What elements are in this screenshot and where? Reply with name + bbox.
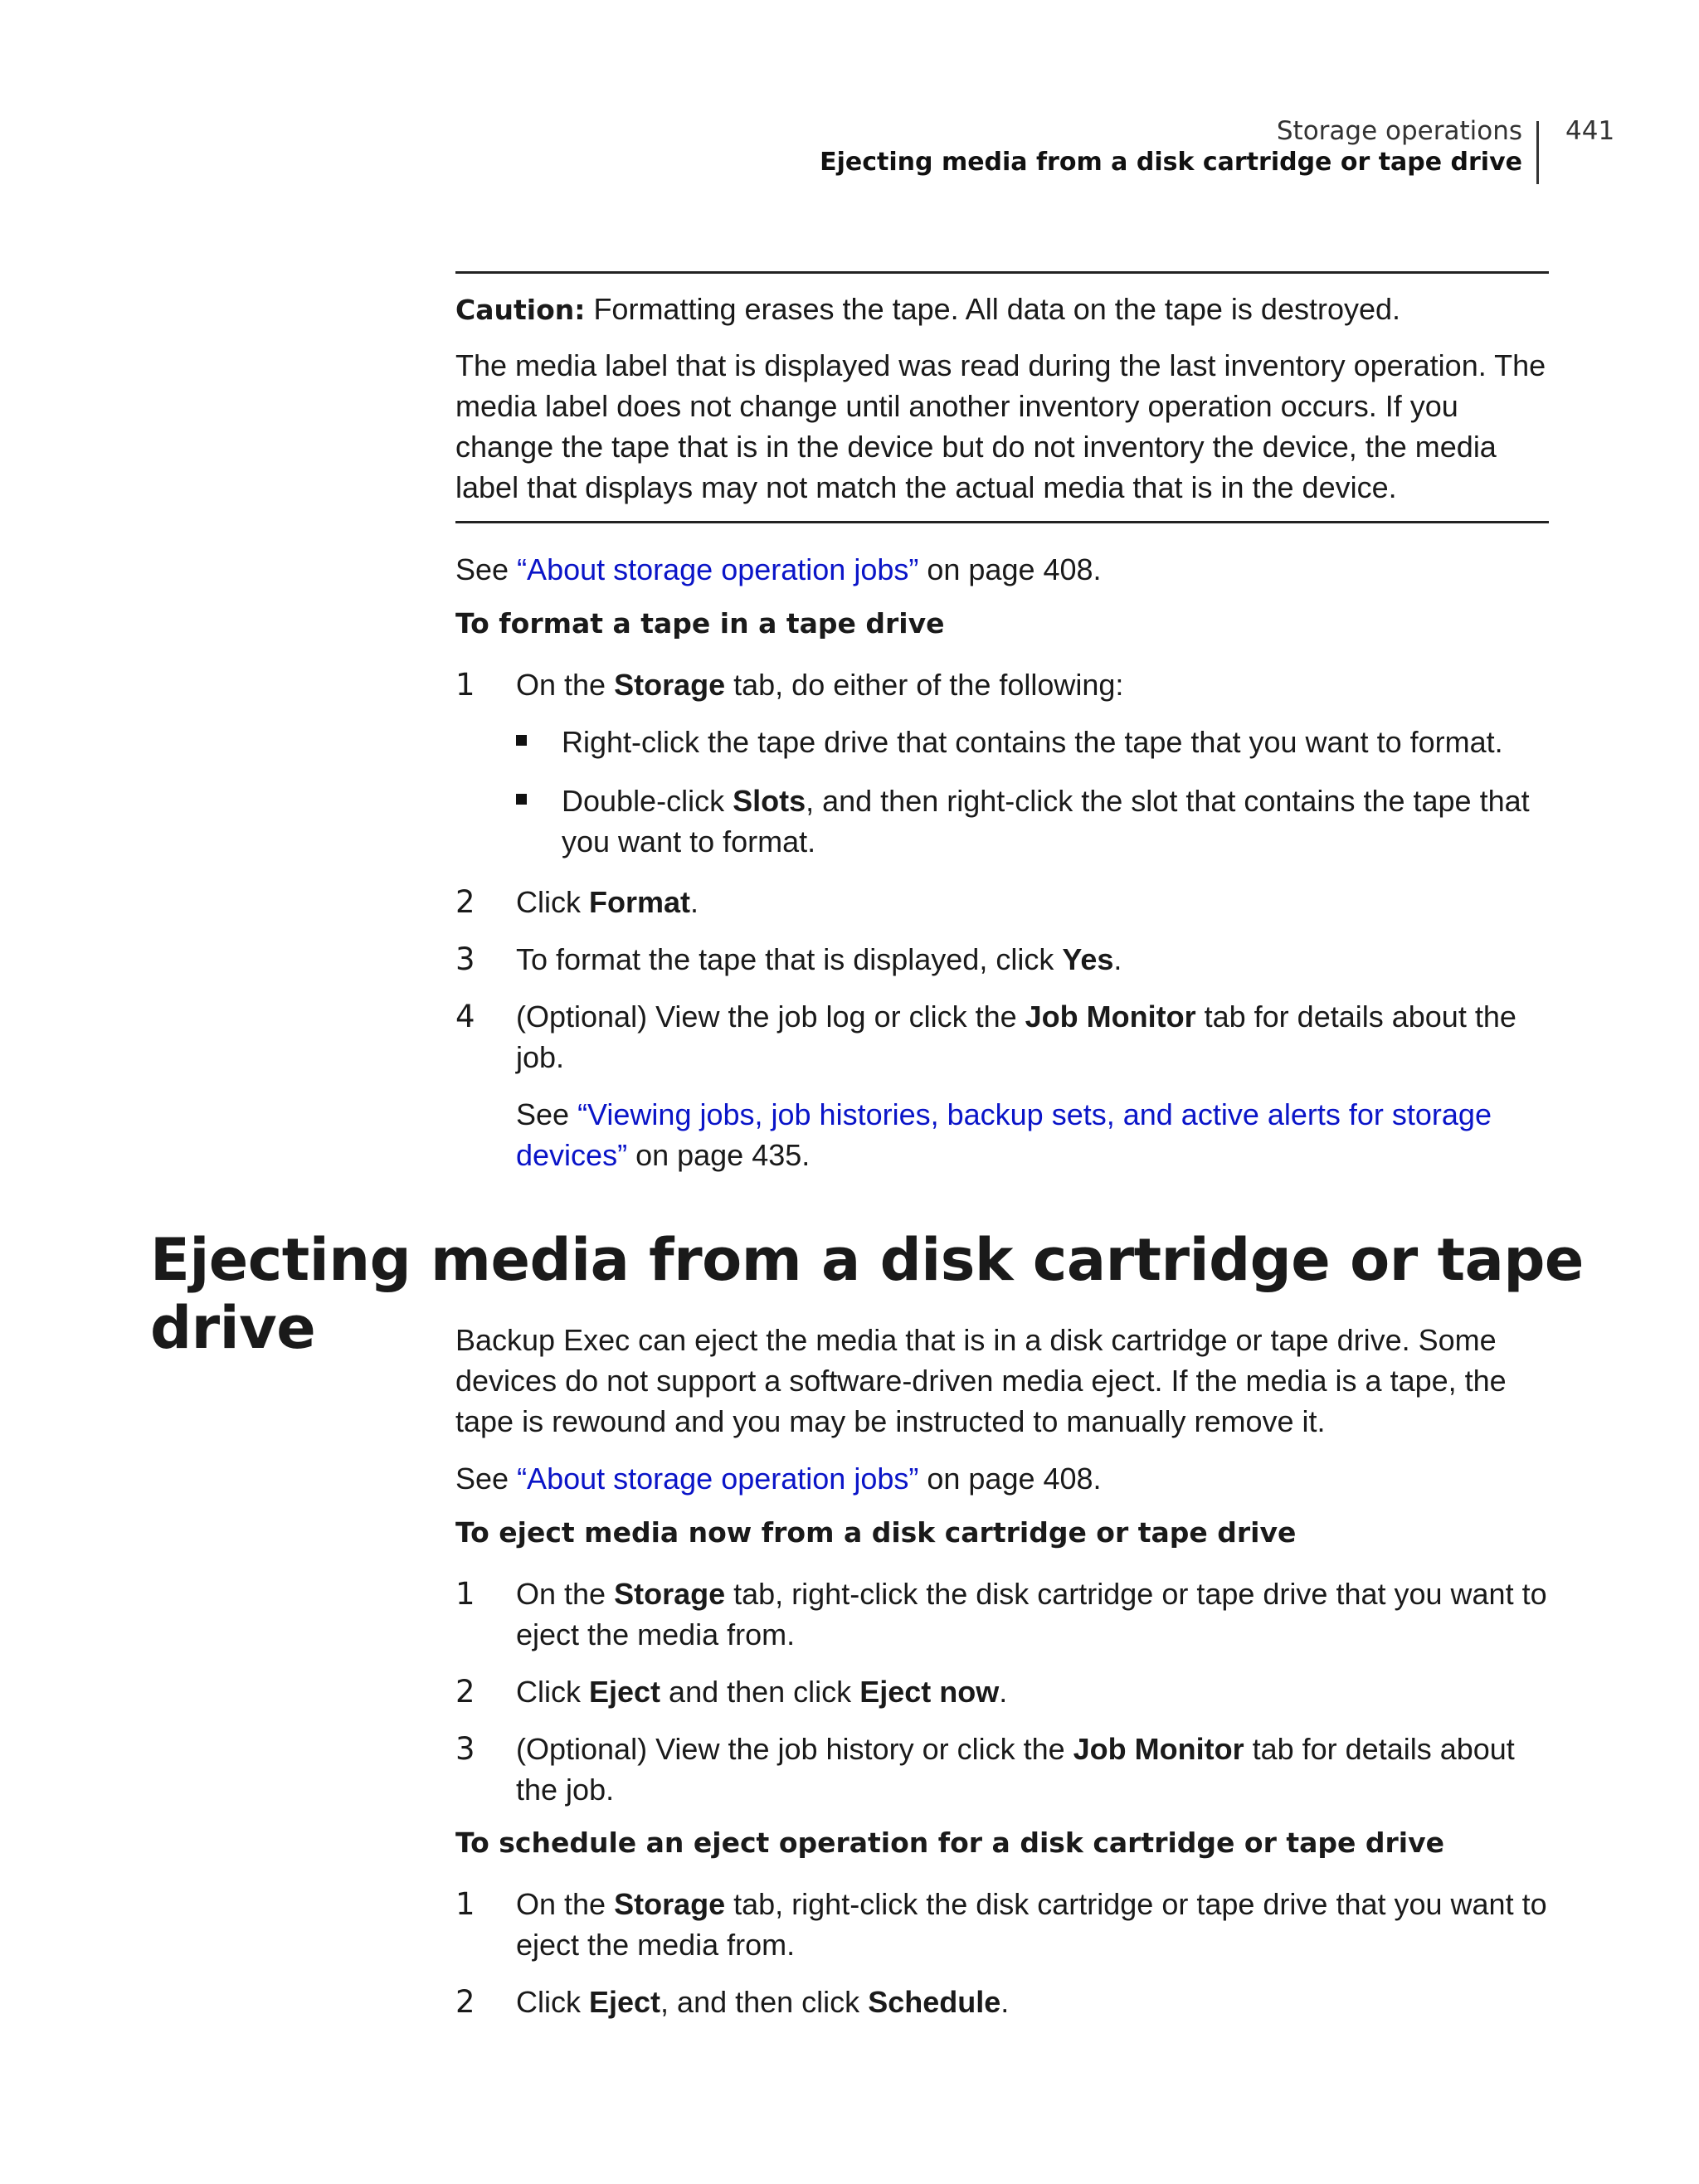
see-reference-2: See “About storage operation jobs” on page 408. [455,1462,1102,1496]
format-bullet-1 [516,722,1551,762]
format-step-3 [455,939,1551,980]
eject-now-step-1 [455,1574,1551,1655]
format-bullet-2 [516,781,1551,862]
format-step-1 [455,664,1551,705]
step-text: (Optional) View the job log or click the Job Monitor tab for details about the job. [516,1000,1516,1074]
link-about-storage-operation-jobs-2[interactable]: “About storage operation jobs” [517,1462,919,1496]
header-section: Storage operations [1276,116,1522,146]
format-step-4 [455,996,1551,1077]
header-divider [1536,121,1539,184]
bullet-text: Double-click Slots, and then right-click the slot that contains the tape that you want to format. [562,784,1530,859]
link-about-storage-operation-jobs[interactable]: “About storage operation jobs” [517,552,919,586]
step-number: 1 [455,1576,475,1612]
step-text: On the Storage tab, do either of the following: [516,668,1124,702]
step-number: 4 [455,999,475,1034]
intro-paragraph: Backup Exec can eject the media that is in a disk cartridge or tape drive. Some devices do not support a software-driven media eject. If the media is a tape, the tape is rewound and you may be instructed to manually remove it. [455,1323,1507,1438]
step-number: 3 [455,1731,475,1767]
step-text: Click Eject, and then click Schedule. [516,1985,1010,2019]
step-number: 2 [455,884,475,920]
link-viewing-jobs[interactable]: “Viewing jobs, job histories, backup sets, and active alerts for storage devices” [516,1097,1492,1172]
caution-box [455,271,1549,523]
eject-schedule-step-1 [455,1884,1551,1965]
step-text: On the Storage tab, right-click the disk cartridge or tape drive that you want to eject the media from. [516,1577,1547,1651]
format-see-reference: See “Viewing jobs, job histories, backup sets, and active alerts for storage devices” on page 435. [516,1097,1492,1172]
step-text: Click Eject and then click Eject now. [516,1675,1008,1709]
step-text: To format the tape that is displayed, click Yes. [516,942,1122,976]
step-number: 3 [455,941,475,977]
section-title: Ejecting media from a disk cartridge or tape drive [150,1226,1584,1362]
see-pre: See [455,552,518,586]
running-header [792,116,1539,178]
caution-note: The media label that is displayed was read during the last inventory operation. The media label does not change until another inventory operation occurs. If you change the tape that is in the device but do not inventory the device, the media label that displays may not match the actual media that is in the device. [455,348,1546,504]
procedure-heading-format: To format a tape in a tape drive [455,607,945,640]
step-number: 1 [455,667,475,703]
eject-now-step-2 [455,1671,1551,1712]
caution-text: Formatting erases the tape. All data on the tape is destroyed. [585,292,1401,326]
caution-line [455,289,1549,330]
see-reference [455,549,1551,590]
eject-now-step-3 [455,1729,1551,1810]
step-number: 2 [455,1674,475,1710]
bullet-marker [516,735,527,746]
caution-label: Caution: [455,294,586,326]
step-text: Click Format. [516,885,699,919]
step-number: 1 [455,1886,475,1922]
procedure-heading-eject-now: To eject media now from a disk cartridge or tape drive [455,1516,1297,1549]
step-text: (Optional) View the job history or click the Job Monitor tab for details about the job. [516,1732,1515,1807]
see-post: on page 408. [918,552,1102,586]
step-number: 2 [455,1984,475,2020]
header-title: Ejecting media from a disk cartridge or tape drive [820,148,1522,178]
bullet-marker [516,794,527,805]
bullet-text: Right-click the tape drive that contains the tape that you want to format. [562,725,1503,759]
format-step-2 [455,882,1551,922]
page-number: 441 [1565,116,1615,146]
procedure-heading-eject-schedule: To schedule an eject operation for a disk cartridge or tape drive [455,1826,1444,1859]
step-text: On the Storage tab, right-click the disk cartridge or tape drive that you want to eject the media from. [516,1887,1547,1962]
eject-schedule-step-2 [455,1982,1551,2022]
